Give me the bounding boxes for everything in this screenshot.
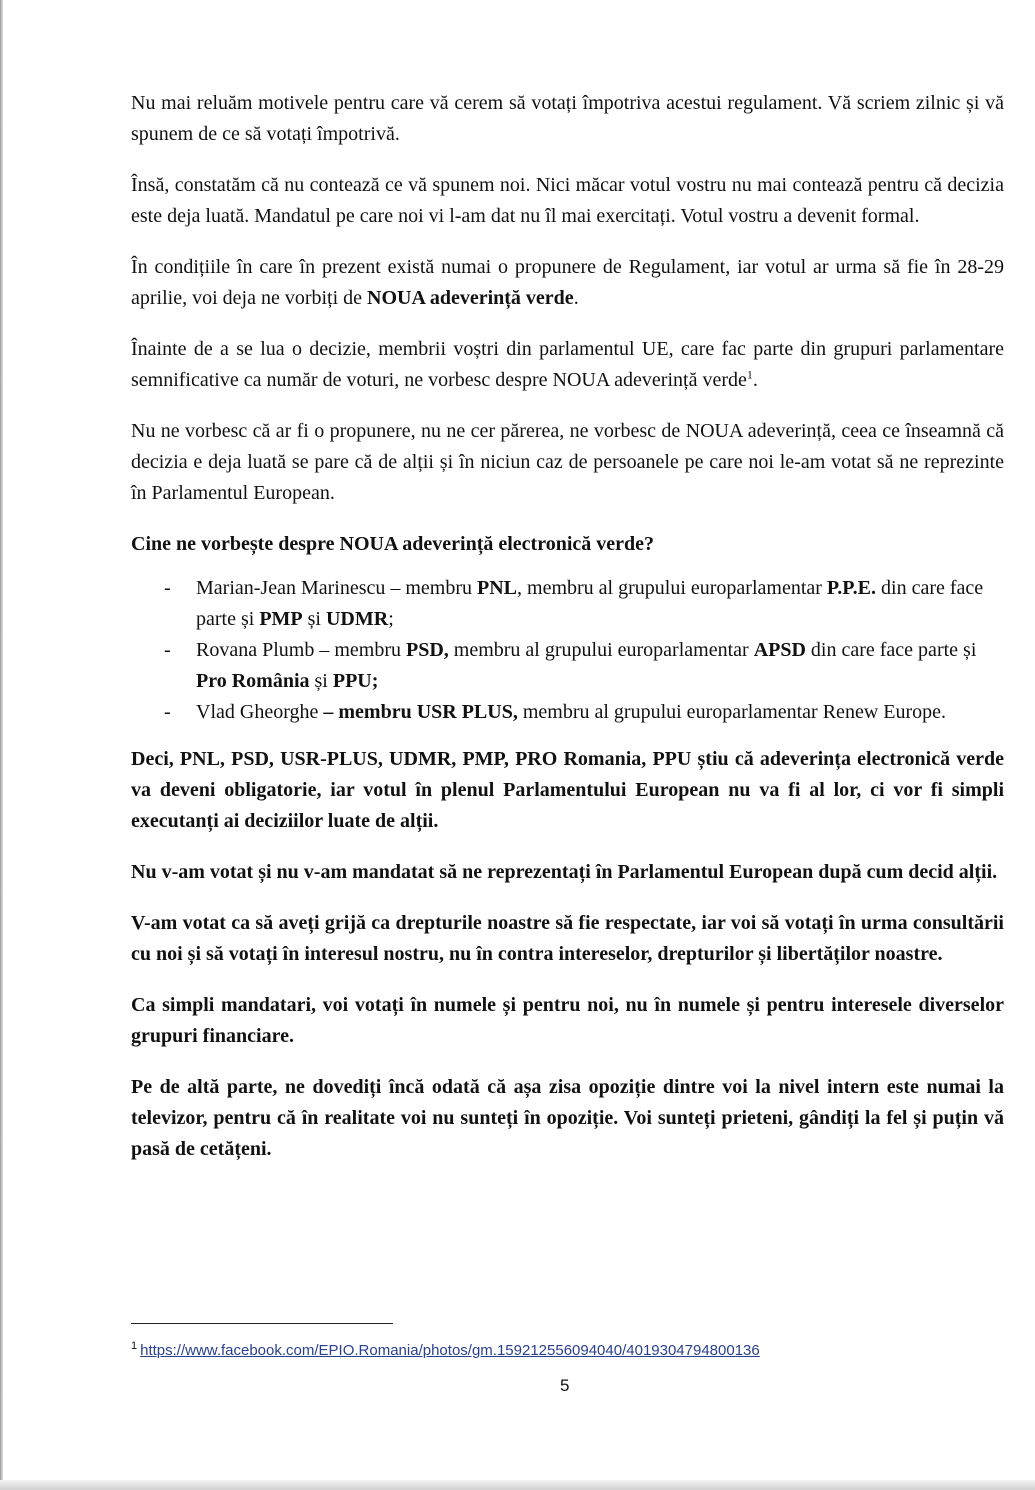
member-list (131, 573, 1004, 728)
section-heading: Cine ne vorbește despre NOUA adeverință electronică verde? (131, 533, 655, 555)
footnote-mark: 1 (131, 1340, 138, 1352)
list-item (131, 697, 1004, 728)
paragraph-3 (131, 252, 1004, 314)
paragraph-4-text: Înainte de a se lua o decizie, membrii voștri din parlamentul UE, care fac parte din grupuri parlamentare semnificative ca număr de voturi, ne vorbesc despre NOUA adeverință verde (131, 338, 1004, 391)
bold-paragraph-5: Pe de altă parte, ne dovediți încă odată că așa zisa opoziție dintre voi la nivel intern este numai la televizor, pentru că în realitate voi nu sunteți în opoziție. Voi sunteți prieteni, gândiți la fel și puțin vă pasă de cetățeni. (131, 1076, 1004, 1160)
paragraph-3-bold: NOUA adeverință verde (367, 287, 574, 309)
list-text: și (309, 670, 333, 692)
list-item (131, 573, 1004, 635)
list-bold: – membru USR PLUS, (323, 701, 518, 723)
footnote-link[interactable]: https://www.facebook.com/EPIO.Romania/photos/gm.159212556094040/4019304794800136 (140, 1342, 760, 1359)
list-bold: APSD (753, 639, 806, 661)
footnote-reference[interactable]: 1 (746, 367, 753, 382)
paragraph-3-end: . (573, 287, 579, 309)
document-body (131, 88, 1004, 1185)
paragraph-2: Însă, constatăm că nu contează ce vă spunem noi. Nici măcar votul vostru nu mai contează pentru că decizia este deja luată. Mandatul pe care noi vi l-am dat nu îl mai exercitați. Votul vostru a devenit formal. (131, 174, 1004, 227)
page-edge-shadow-bottom (0, 1480, 1035, 1490)
paragraph-3-text: În condițiile în care în prezent există numai o propunere de Regulament, iar votul ar urma să fie în 28-29 aprilie, voi deja ne vorbiți de (131, 256, 1004, 309)
list-bold: UDMR (325, 608, 389, 630)
paragraph-1: Nu mai reluăm motivele pentru care vă cerem să votați împotriva acestui regulament. Vă scriem zilnic și vă spunem de ce să votați împotrivă. (131, 92, 1004, 145)
list-bold: Pro România (196, 670, 310, 692)
list-text: Vlad Gheorghe (196, 701, 324, 723)
bold-paragraph-2: Nu v-am votat și nu v-am mandatat să ne reprezentați în Parlamentul European după cum decid alții. (131, 861, 998, 883)
bold-paragraph-3: V-am votat ca să aveți grijă ca drepturile noastre să fie respectate, iar voi să votați în urma consultării cu noi și să votați în interesul nostru, nu în contra intereselor, drepturilor și libertăților noastre. (131, 912, 1004, 965)
paragraph-5: Nu ne vorbesc că ar fi o propunere, nu ne cer părerea, ne vorbesc de NOUA adeverință, ceea ce înseamnă că decizia e deja luată se pare că de alții și în niciun caz de persoanele pe care noi le-am votat să ne reprezinte în Parlamentul European. (131, 420, 1004, 504)
list-text: din care face parte și (196, 577, 984, 630)
dash-bullet: - (164, 577, 171, 599)
bold-paragraph-4: Ca simpli mandatari, voi votați în numele și pentru noi, nu în numele și pentru interesele diverselor grupuri financiare. (131, 994, 1004, 1047)
list-text: membru al grupului europarlamentar (448, 639, 754, 661)
page-number: 5 (560, 1376, 570, 1395)
list-text: și (302, 608, 326, 630)
page-edge-shadow (0, 0, 3, 1490)
dash-bullet: - (164, 701, 171, 723)
dash-bullet: - (164, 639, 171, 661)
paragraph-4-end: . (752, 369, 758, 391)
list-text: ; (388, 608, 394, 630)
list-text: membru al grupului europarlamentar Renew Europe. (517, 701, 947, 723)
list-bold: PNL (477, 577, 518, 599)
list-bold: PSD, (405, 639, 449, 661)
list-item (131, 635, 1004, 697)
footnote (131, 1336, 760, 1361)
list-text: Rovana Plumb – membru (196, 639, 406, 661)
list-bold: PMP (259, 608, 303, 630)
paragraph-4 (131, 334, 1004, 396)
list-text: din care face parte și (805, 639, 977, 661)
footnote-separator (131, 1323, 393, 1324)
list-text: Marian-Jean Marinescu – membru (196, 577, 478, 599)
list-bold: P.P.E. (826, 577, 877, 599)
bold-paragraph-1: Deci, PNL, PSD, USR-PLUS, UDMR, PMP, PRO Romania, PPU știu că adeverința electronică verde va deveni obligatorie, iar votul în plenul Parlamentului European nu va fi al lor, ci vor fi simpli executanți ai deciziilor luate de alții. (131, 748, 1004, 832)
list-bold: PPU; (332, 670, 379, 692)
list-text: , membru al grupului europarlamentar (517, 577, 827, 599)
